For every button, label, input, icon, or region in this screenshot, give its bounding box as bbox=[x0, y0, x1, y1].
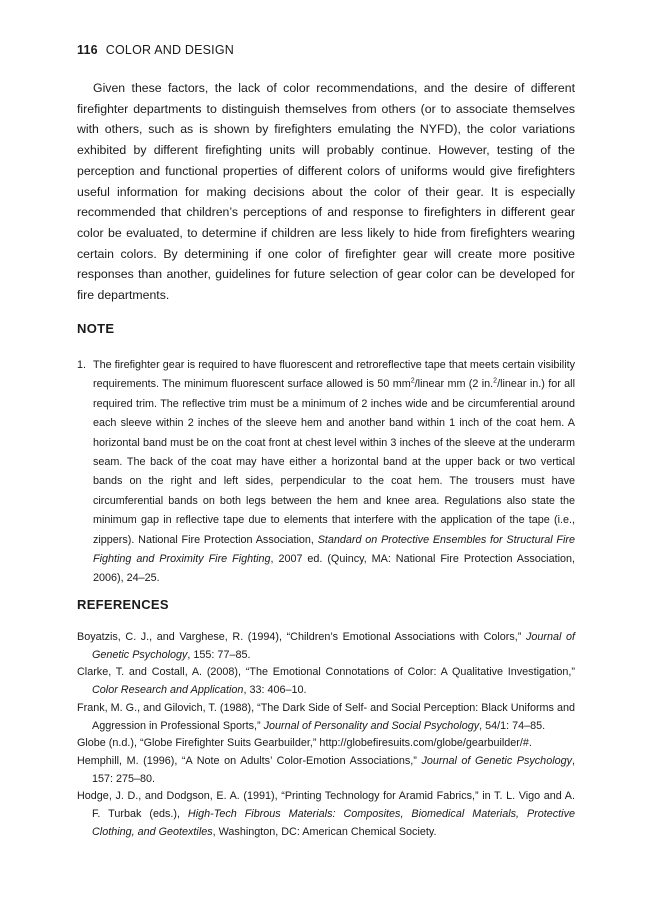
note-citation-title: Standard on Protective Ensembles for Structural Fire Fighting and Proximity Fire Fighting bbox=[93, 533, 575, 566]
running-title: COLOR AND DESIGN bbox=[105, 43, 235, 57]
reference-journal: Journal of Personality and Social Psychology bbox=[263, 719, 480, 732]
note-text-part: /linear in.) for all required trim. The reflective trim must be a minimum of 2 inches wide and be circumferential around each sleeve within 2 inches of the sleeve hem and another band within 1 inch of the coat hem. A horizontal band must be on the coat front at chest level within 3 inches of the sleeve at the underarm seam. The back of the coat may have either a horizontal band at the upper back or two vertical bands on the right and left sides, perpendicular to the coat hem. The trousers must have circumferential bands on both legs between the hem and knee area. Regulations also state the minimum gap in reflective tape due to elements that interfere with the application of the tape (i.e., zippers). National Fire Protection Association, bbox=[93, 378, 575, 546]
reference-journal: Color Research and Application bbox=[92, 684, 244, 697]
reference-journal: Journal of Genetic Psychology bbox=[92, 631, 575, 661]
superscript: 2 bbox=[410, 377, 415, 385]
reference-journal: Journal of Genetic Psychology bbox=[421, 754, 573, 767]
reference-text: Globe (n.d.), “Globe Firefighter Suits Gearbuilder,” http://globefiresuits.com/globe/gearbuilder/#. bbox=[77, 737, 532, 750]
note-heading: NOTE bbox=[77, 321, 115, 336]
reference-item bbox=[77, 788, 575, 841]
note-text-part: , 2007 ed. (Quincy, MA: National Fire Protection Association, 2006), 24–25. bbox=[93, 553, 575, 585]
running-header bbox=[77, 43, 234, 57]
reference-details: , 155: 77–85. bbox=[187, 648, 251, 661]
reference-item bbox=[77, 753, 575, 788]
body-paragraph: Given these factors, the lack of color recommendations, and the desire of different firefighter departments to distinguish themselves from others (or to associate themselves with others, such as is shown by firefighters emulating the NYFD), the color variations exhibited by different firefighting units will probably continue. However, testing of the perception and functional properties of different colors of uniforms would give firefighters useful information for making decisions about the color of their gear. It is especially recommended that children’s perceptions of and response to firefighters in different gear color be evaluated, to determine if children are less likely to hide from firefighters wearing certain colors. By determining if one color of firefighter gear will create more positive responses than another, guidelines for future selection of gear color can be developed for fire departments. bbox=[77, 81, 575, 303]
reference-text: Hodge, J. D., and Dodgson, E. A. (1991), “Printing Technology for Aramid Fabrics,” in T. L. Vigo and A. F. Turbak (eds.), bbox=[77, 790, 575, 821]
reference-item bbox=[77, 700, 575, 735]
references-list bbox=[77, 629, 575, 841]
superscript: 2 bbox=[493, 377, 498, 385]
reference-item bbox=[77, 629, 575, 664]
note-text-part: The firefighter gear is required to have fluorescent and retroreflective tape that meets certain visibility requirements. The minimum fluorescent surface allowed is 50 mm bbox=[93, 359, 575, 391]
reference-journal: High-Tech Fibrous Materials: Composites, Biomedical Materials, Protective Clothing, and Geotextiles bbox=[92, 808, 575, 838]
note-number: 1. bbox=[77, 359, 87, 371]
note-item bbox=[77, 356, 575, 589]
note-text-part: /linear mm (2 in. bbox=[414, 378, 494, 391]
reference-details: , 54/1: 74–85. bbox=[479, 719, 546, 732]
reference-text: Hemphill, M. (1996), “A Note on Adults’ Color-Emotion Associations,” bbox=[77, 754, 422, 767]
reference-text: Clarke, T. and Costall, A. (2008), “The Emotional Connotations of Color: A Qualitative Investigation,” bbox=[77, 666, 575, 679]
page-number: 116 bbox=[77, 43, 98, 57]
reference-details: , Washington, DC: American Chemical Society. bbox=[212, 825, 437, 838]
reference-item bbox=[77, 735, 575, 753]
references-heading: REFERENCES bbox=[77, 597, 169, 612]
reference-details: , 157: 275–80. bbox=[92, 754, 576, 785]
reference-text: Frank, M. G., and Gilovich, T. (1988), “The Dark Side of Self- and Social Perception: Black Uniforms and Aggression in Professional Sports,” bbox=[77, 701, 575, 732]
note-list bbox=[77, 356, 575, 589]
reference-details: , 33: 406–10. bbox=[243, 684, 307, 697]
reference-item bbox=[77, 664, 575, 699]
reference-text: Boyatzis, C. J., and Varghese, R. (1994), “Children’s Emotional Associations with Colors,” bbox=[77, 631, 526, 643]
